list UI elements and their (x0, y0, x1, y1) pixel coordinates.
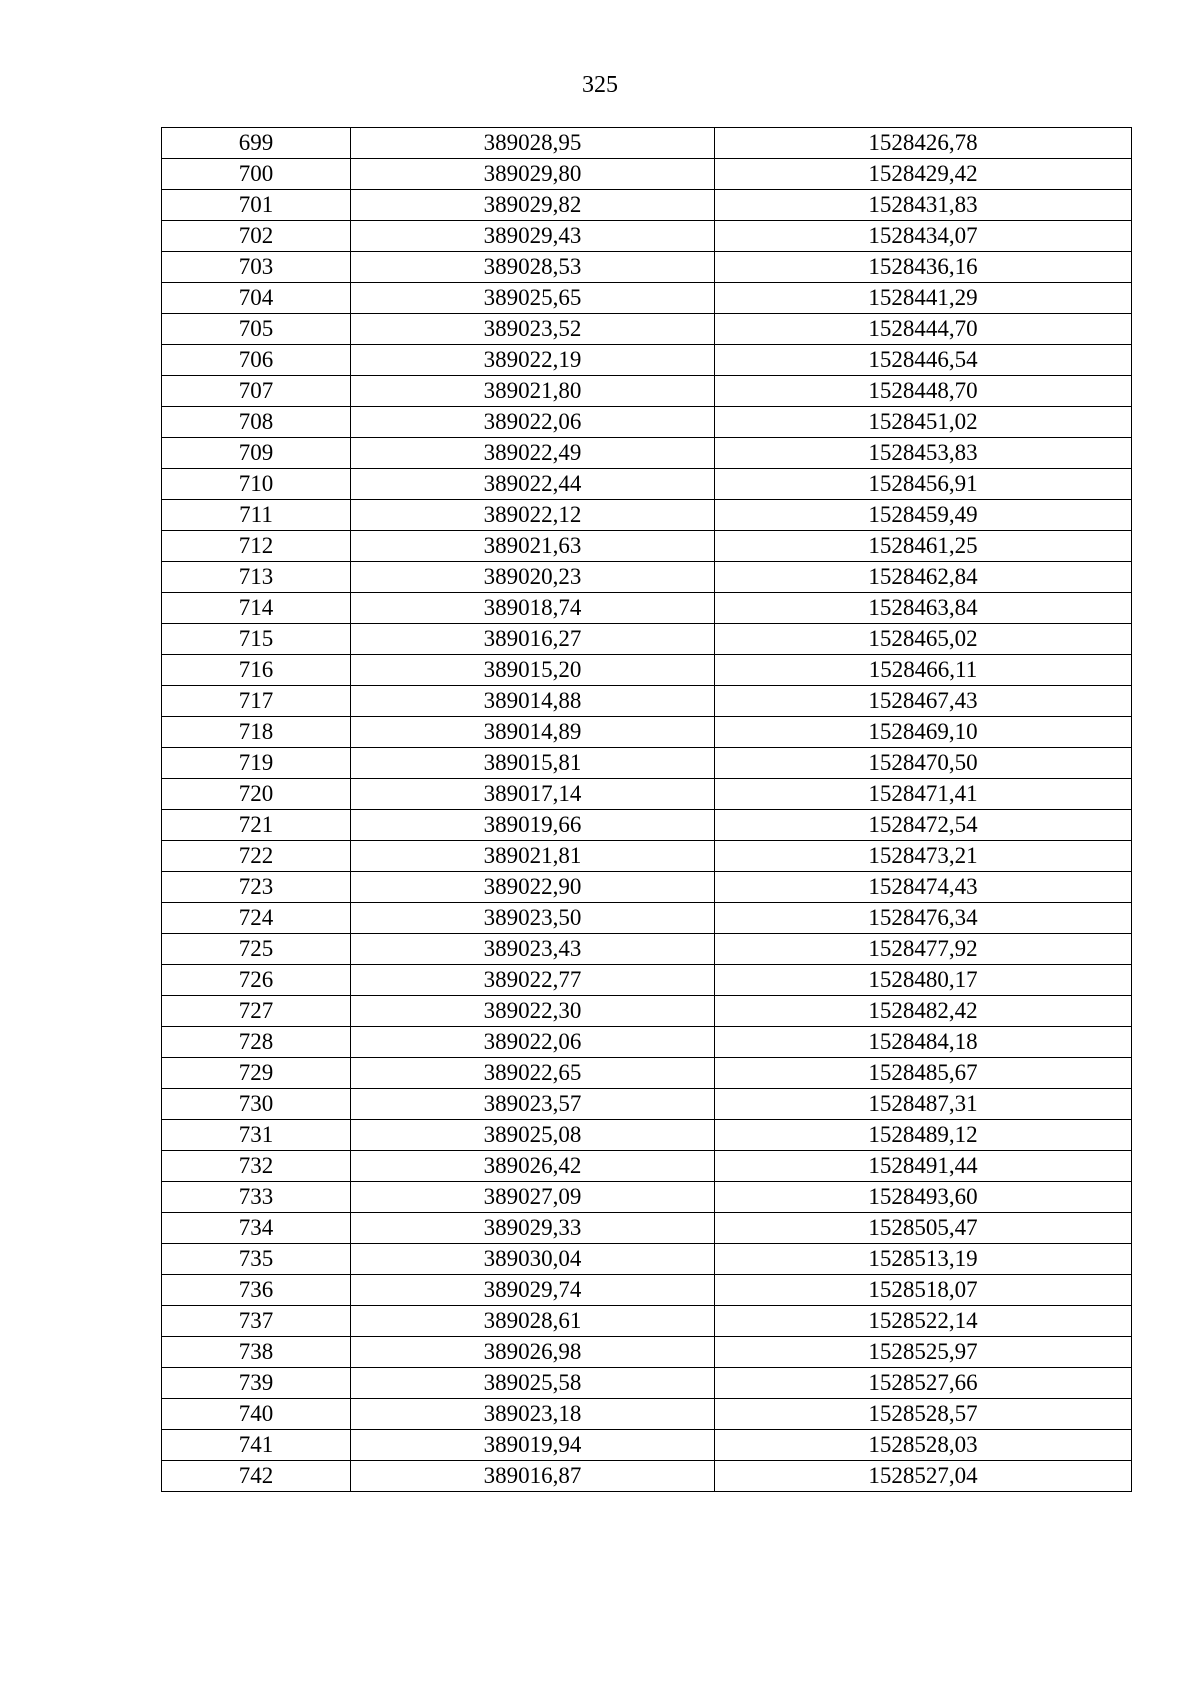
y-coordinate-cell: 1528472,54 (715, 810, 1132, 841)
table-row (162, 376, 1132, 407)
x-coordinate-cell: 389025,65 (351, 283, 715, 314)
y-coordinate-cell: 1528446,54 (715, 345, 1132, 376)
x-coordinate-cell: 389018,74 (351, 593, 715, 624)
table-row (162, 469, 1132, 500)
y-coordinate-cell: 1528470,50 (715, 748, 1132, 779)
point-number-cell: 723 (162, 872, 351, 903)
point-number-cell: 714 (162, 593, 351, 624)
x-coordinate-cell: 389027,09 (351, 1182, 715, 1213)
point-number-cell: 731 (162, 1120, 351, 1151)
table-row (162, 1182, 1132, 1213)
point-number-cell: 734 (162, 1213, 351, 1244)
x-coordinate-cell: 389022,06 (351, 407, 715, 438)
x-coordinate-cell: 389022,49 (351, 438, 715, 469)
table-row (162, 1306, 1132, 1337)
point-number-cell: 735 (162, 1244, 351, 1275)
point-number-cell: 706 (162, 345, 351, 376)
table-row (162, 438, 1132, 469)
table-row (162, 283, 1132, 314)
y-coordinate-cell: 1528505,47 (715, 1213, 1132, 1244)
y-coordinate-cell: 1528484,18 (715, 1027, 1132, 1058)
point-number-cell: 741 (162, 1430, 351, 1461)
x-coordinate-cell: 389029,74 (351, 1275, 715, 1306)
point-number-cell: 717 (162, 686, 351, 717)
y-coordinate-cell: 1528522,14 (715, 1306, 1132, 1337)
page-number: 325 (582, 72, 618, 98)
point-number-cell: 740 (162, 1399, 351, 1430)
table-row (162, 1244, 1132, 1275)
x-coordinate-cell: 389022,77 (351, 965, 715, 996)
y-coordinate-cell: 1528465,02 (715, 624, 1132, 655)
y-coordinate-cell: 1528459,49 (715, 500, 1132, 531)
point-number-cell: 703 (162, 252, 351, 283)
table-row (162, 996, 1132, 1027)
table-row (162, 407, 1132, 438)
table-row (162, 1027, 1132, 1058)
point-number-cell: 708 (162, 407, 351, 438)
table-row (162, 1337, 1132, 1368)
y-coordinate-cell: 1528482,42 (715, 996, 1132, 1027)
table-row (162, 531, 1132, 562)
point-number-cell: 730 (162, 1089, 351, 1120)
x-coordinate-cell: 389016,27 (351, 624, 715, 655)
y-coordinate-cell: 1528477,92 (715, 934, 1132, 965)
x-coordinate-cell: 389026,98 (351, 1337, 715, 1368)
y-coordinate-cell: 1528469,10 (715, 717, 1132, 748)
table-row (162, 159, 1132, 190)
y-coordinate-cell: 1528489,12 (715, 1120, 1132, 1151)
y-coordinate-cell: 1528462,84 (715, 562, 1132, 593)
y-coordinate-cell: 1528474,43 (715, 872, 1132, 903)
table-row (162, 965, 1132, 996)
y-coordinate-cell: 1528525,97 (715, 1337, 1132, 1368)
y-coordinate-cell: 1528441,29 (715, 283, 1132, 314)
y-coordinate-cell: 1528485,67 (715, 1058, 1132, 1089)
x-coordinate-cell: 389022,06 (351, 1027, 715, 1058)
table-row (162, 872, 1132, 903)
x-coordinate-cell: 389029,43 (351, 221, 715, 252)
y-coordinate-cell: 1528467,43 (715, 686, 1132, 717)
y-coordinate-cell: 1528463,84 (715, 593, 1132, 624)
x-coordinate-cell: 389030,04 (351, 1244, 715, 1275)
point-number-cell: 720 (162, 779, 351, 810)
x-coordinate-cell: 389023,57 (351, 1089, 715, 1120)
table-row (162, 1430, 1132, 1461)
point-number-cell: 713 (162, 562, 351, 593)
table-row (162, 903, 1132, 934)
x-coordinate-cell: 389022,90 (351, 872, 715, 903)
y-coordinate-cell: 1528456,91 (715, 469, 1132, 500)
y-coordinate-cell: 1528453,83 (715, 438, 1132, 469)
y-coordinate-cell: 1528426,78 (715, 128, 1132, 159)
x-coordinate-cell: 389019,66 (351, 810, 715, 841)
point-number-cell: 704 (162, 283, 351, 314)
point-number-cell: 709 (162, 438, 351, 469)
y-coordinate-cell: 1528493,60 (715, 1182, 1132, 1213)
point-number-cell: 729 (162, 1058, 351, 1089)
y-coordinate-cell: 1528527,66 (715, 1368, 1132, 1399)
x-coordinate-cell: 389020,23 (351, 562, 715, 593)
point-number-cell: 726 (162, 965, 351, 996)
point-number-cell: 699 (162, 128, 351, 159)
y-coordinate-cell: 1528466,11 (715, 655, 1132, 686)
y-coordinate-cell: 1528471,41 (715, 779, 1132, 810)
table-row (162, 1213, 1132, 1244)
point-number-cell: 728 (162, 1027, 351, 1058)
y-coordinate-cell: 1528528,03 (715, 1430, 1132, 1461)
x-coordinate-cell: 389025,58 (351, 1368, 715, 1399)
table-row (162, 934, 1132, 965)
point-number-cell: 732 (162, 1151, 351, 1182)
y-coordinate-cell: 1528461,25 (715, 531, 1132, 562)
table-row (162, 221, 1132, 252)
table-row (162, 1089, 1132, 1120)
y-coordinate-cell: 1528431,83 (715, 190, 1132, 221)
point-number-cell: 727 (162, 996, 351, 1027)
x-coordinate-cell: 389028,61 (351, 1306, 715, 1337)
table-row (162, 314, 1132, 345)
y-coordinate-cell: 1528476,34 (715, 903, 1132, 934)
x-coordinate-cell: 389022,30 (351, 996, 715, 1027)
coordinates-table-body (162, 128, 1132, 1492)
x-coordinate-cell: 389014,88 (351, 686, 715, 717)
x-coordinate-cell: 389021,63 (351, 531, 715, 562)
table-row (162, 345, 1132, 376)
x-coordinate-cell: 389016,87 (351, 1461, 715, 1492)
point-number-cell: 718 (162, 717, 351, 748)
point-number-cell: 733 (162, 1182, 351, 1213)
table-row (162, 1151, 1132, 1182)
point-number-cell: 701 (162, 190, 351, 221)
point-number-cell: 737 (162, 1306, 351, 1337)
table-row (162, 1120, 1132, 1151)
point-number-cell: 700 (162, 159, 351, 190)
y-coordinate-cell: 1528513,19 (715, 1244, 1132, 1275)
point-number-cell: 739 (162, 1368, 351, 1399)
point-number-cell: 742 (162, 1461, 351, 1492)
table-row (162, 1368, 1132, 1399)
y-coordinate-cell: 1528487,31 (715, 1089, 1132, 1120)
x-coordinate-cell: 389022,12 (351, 500, 715, 531)
x-coordinate-cell: 389023,43 (351, 934, 715, 965)
table-row (162, 500, 1132, 531)
x-coordinate-cell: 389026,42 (351, 1151, 715, 1182)
table-row (162, 748, 1132, 779)
table-row (162, 841, 1132, 872)
table-row (162, 593, 1132, 624)
x-coordinate-cell: 389019,94 (351, 1430, 715, 1461)
y-coordinate-cell: 1528434,07 (715, 221, 1132, 252)
y-coordinate-cell: 1528480,17 (715, 965, 1132, 996)
x-coordinate-cell: 389021,80 (351, 376, 715, 407)
table-row (162, 190, 1132, 221)
point-number-cell: 711 (162, 500, 351, 531)
table-row (162, 128, 1132, 159)
point-number-cell: 715 (162, 624, 351, 655)
point-number-cell: 710 (162, 469, 351, 500)
x-coordinate-cell: 389014,89 (351, 717, 715, 748)
table-row (162, 1461, 1132, 1492)
x-coordinate-cell: 389029,82 (351, 190, 715, 221)
y-coordinate-cell: 1528429,42 (715, 159, 1132, 190)
table-row (162, 779, 1132, 810)
y-coordinate-cell: 1528436,16 (715, 252, 1132, 283)
table-row (162, 252, 1132, 283)
x-coordinate-cell: 389023,52 (351, 314, 715, 345)
y-coordinate-cell: 1528491,44 (715, 1151, 1132, 1182)
point-number-cell: 721 (162, 810, 351, 841)
point-number-cell: 712 (162, 531, 351, 562)
table-row (162, 562, 1132, 593)
table-row (162, 810, 1132, 841)
point-number-cell: 705 (162, 314, 351, 345)
point-number-cell: 724 (162, 903, 351, 934)
point-number-cell: 725 (162, 934, 351, 965)
coordinates-table (161, 127, 1132, 1492)
point-number-cell: 722 (162, 841, 351, 872)
table-row (162, 1058, 1132, 1089)
point-number-cell: 736 (162, 1275, 351, 1306)
x-coordinate-cell: 389017,14 (351, 779, 715, 810)
x-coordinate-cell: 389015,20 (351, 655, 715, 686)
point-number-cell: 738 (162, 1337, 351, 1368)
table-row (162, 1399, 1132, 1430)
x-coordinate-cell: 389023,18 (351, 1399, 715, 1430)
table-row (162, 686, 1132, 717)
point-number-cell: 719 (162, 748, 351, 779)
point-number-cell: 716 (162, 655, 351, 686)
x-coordinate-cell: 389015,81 (351, 748, 715, 779)
table-row (162, 1275, 1132, 1306)
table-row (162, 624, 1132, 655)
point-number-cell: 702 (162, 221, 351, 252)
x-coordinate-cell: 389022,19 (351, 345, 715, 376)
y-coordinate-cell: 1528444,70 (715, 314, 1132, 345)
x-coordinate-cell: 389023,50 (351, 903, 715, 934)
point-number-cell: 707 (162, 376, 351, 407)
x-coordinate-cell: 389022,44 (351, 469, 715, 500)
x-coordinate-cell: 389029,80 (351, 159, 715, 190)
table-row (162, 717, 1132, 748)
y-coordinate-cell: 1528448,70 (715, 376, 1132, 407)
y-coordinate-cell: 1528527,04 (715, 1461, 1132, 1492)
x-coordinate-cell: 389029,33 (351, 1213, 715, 1244)
y-coordinate-cell: 1528451,02 (715, 407, 1132, 438)
y-coordinate-cell: 1528473,21 (715, 841, 1132, 872)
x-coordinate-cell: 389022,65 (351, 1058, 715, 1089)
x-coordinate-cell: 389028,53 (351, 252, 715, 283)
y-coordinate-cell: 1528528,57 (715, 1399, 1132, 1430)
x-coordinate-cell: 389028,95 (351, 128, 715, 159)
table-row (162, 655, 1132, 686)
x-coordinate-cell: 389021,81 (351, 841, 715, 872)
y-coordinate-cell: 1528518,07 (715, 1275, 1132, 1306)
x-coordinate-cell: 389025,08 (351, 1120, 715, 1151)
